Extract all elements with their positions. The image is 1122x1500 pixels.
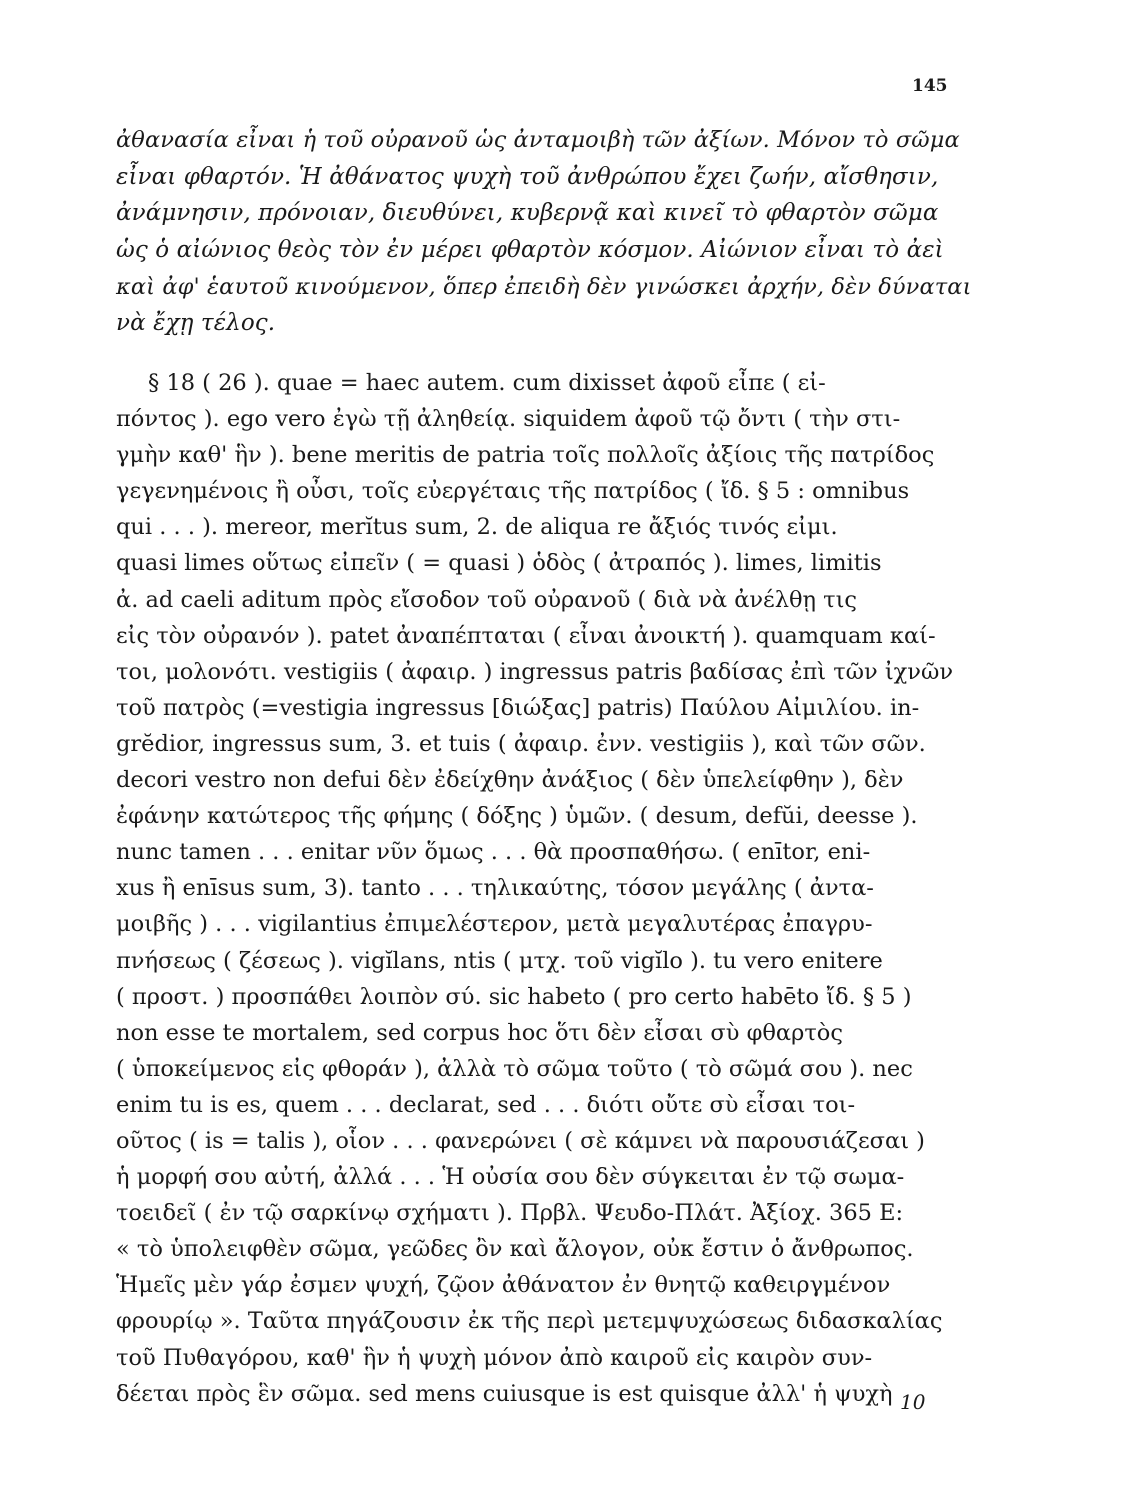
text-line: γεγενημένοις ἢ οὖσι, τοῖς εὐεργέταις τῆς πατρίδος ( ἴδ. § 5 : omnibus (116, 478, 910, 505)
text-line: εἰς τὸν οὐρανόν ). patet ἀναπέπταται ( εἶναι ἀνοικτή ). quamquam καί- (116, 622, 936, 649)
text-line: τοειδεῖ ( ἐν τῷ σαρκίνῳ σχήματι ). Πρβλ. Ψευδο-Πλάτ. Ἀξίοχ. 365 Ε: (116, 1200, 904, 1227)
text-line: τοῦ Πυθαγόρου, καθ' ἣν ἡ ψυχὴ μόνον ἀπὸ καιροῦ εἰς καιρὸν συν- (116, 1344, 873, 1371)
text-line: ἀ. ad caeli aditum πρὸς εἴσοδον τοῦ οὐρανοῦ ( διὰ νὰ ἀνέλθῃ τις (116, 586, 858, 613)
text-line: νὰ ἔχῃ τέλος. (116, 310, 276, 337)
text-line: decori vestro non defui δὲν ἐδείχθην ἀνάξιος ( δὲν ὑπελείφθην ), δὲν (116, 767, 904, 794)
text-line: τοῦ πατρὸς (=vestigia ingressus [διώξας] patris) Παύλου Αἰμιλίου. in- (116, 694, 920, 721)
text-line: πόντος ). ego vero ἐγὼ τῇ ἀληθείᾳ. siquidem ἀφοῦ τῷ ὄντι ( τὴν στι- (116, 406, 901, 433)
text-line: Ἡμεῖς μὲν γάρ ἐσμεν ψυχή, ζῷον ἀθάνατον ἐν θνητῷ καθειργμένον (116, 1272, 891, 1299)
text-line: « τὸ ὑπολειφθὲν σῶμα, γεῶδες ὂν καὶ ἄλογον, οὐκ ἔστιν ὁ ἄνθρωπος. (116, 1236, 914, 1263)
text-line: grĕdior, ingressus sum, 3. et tuis ( ἀφαιρ. ἐνν. vestigiis ), καὶ τῶν σῶν. (116, 730, 926, 757)
page-number: 145 (912, 76, 948, 96)
text-line: xus ἢ enīsus sum, 3). tanto . . . τηλικαύτης, τόσον μεγάλης ( ἀντα- (116, 875, 874, 902)
text-line: ἀθανασία εἶναι ἡ τοῦ οὐρανοῦ ὡς ἀνταμοιβὴ τῶν ἀξίων. Μόνον τὸ σῶμα (116, 127, 960, 153)
text-line: ( ὑποκείμενος εἰς φθοράν ), ἀλλὰ τὸ σῶμα τοῦτο ( τὸ σῶμά σου ). nec (116, 1055, 913, 1082)
text-line: ἐφάνην κατώτερος τῆς φήμης ( δόξης ) ὑμῶν. ( desum, defŭi, deesse ). (116, 803, 918, 830)
text-line: τοι, μολονότι. vestigiis ( ἀφαιρ. ) ingressus patris βαδίσας ἐπὶ τῶν ἰχνῶν (116, 658, 954, 685)
text-line: non esse te mortalem, sed corpus hoc ὅτι δὲν εἶσαι σὺ φθαρτὸς (116, 1019, 843, 1046)
text-line: nunc tamen . . . enitar νῦν ὅμως . . . θὰ προσπαθήσω. ( enītor, eni- (116, 839, 871, 866)
text-line: οῦτος ( is = talis ), οἷον . . . φανερώνει ( σὲ κάμνει νὰ παρουσιάζεσαι ) (116, 1127, 925, 1154)
text-line: εἶναι φθαρτόν. Ἡ ἀθάνατος ψυχὴ τοῦ ἀνθρώπου ἔχει ζωήν, αἴσθησιν, (116, 163, 939, 190)
text-line: ὡς ὁ αἰώνιος θεὸς τὸν ἐν μέρει φθαρτὸν κόσμον. Αἰώνιον εἶναι τὸ ἀεὶ (116, 237, 944, 264)
text-line: ἀνάμνησιν, πρόνοιαν, διευθύνει, κυβερνᾷ καὶ κινεῖ τὸ φθαρτὸν σῶμα (116, 200, 939, 227)
text-line: qui . . . ). mereor, merĭtus sum, 2. de aliqua re ἄξιός τινός εἰμι. (116, 514, 838, 541)
text-line: καὶ ἀφ' ἑαυτοῦ κινούμενον, ὅπερ ἐπειδὴ δὲν γινώσκει ἀρχήν, δὲν δύναται (116, 273, 972, 300)
text-line: γμὴν καθ' ἣν ). bene meritis de patria τοῖς πολλοῖς ἀξίοις τῆς πατρίδος (116, 442, 935, 469)
text-line: πνήσεως ( ζέσεως ). vigĭlans, ntis ( μτχ. τοῦ vigĭlo ). tu vero enitere (116, 947, 883, 974)
text-line: quasi limes οὕτως εἰπεῖν ( = quasi ) ὁδὸς ( ἀτραπός ). limes, limitis (116, 550, 882, 577)
commentary-paragraph-1 (116, 122, 976, 342)
text-line: μοιβῆς ) . . . vigilantius ἐπιμελέστερον, μετὰ μεγαλυτέρας ἐπαγρυ- (116, 911, 873, 938)
text-line: § 18 ( 26 ). quae = haec autem. cum dixisset ἀφοῦ εἶπε ( εἰ- (148, 370, 826, 396)
signature-mark: 10 (900, 1390, 926, 1414)
text-line: φρουρίῳ ». Ταῦτα πηγάζουσιν ἐκ τῆς περὶ μετεμψυχώσεως διδασκαλίας (116, 1308, 943, 1335)
commentary-paragraph-2 (116, 365, 976, 1412)
text-line: δέεται πρὸς ἓν σῶμα. sed mens cuiusque is est quisque ἀλλ' ἡ ψυχὴ (116, 1380, 893, 1407)
text-line: ( προστ. ) προσπάθει λοιπὸν σύ. sic habeto ( pro certo habēto ἴδ. § 5 ) (116, 983, 912, 1010)
text-line: enim tu is es, quem . . . declarat, sed . . . διότι οὔτε σὺ εἶσαι τοι- (116, 1091, 856, 1118)
text-line: ἡ μορφή σου αὐτή, ἀλλά . . . Ἡ οὐσία σου δὲν σύγκειται ἐν τῷ σωμα- (116, 1164, 905, 1191)
